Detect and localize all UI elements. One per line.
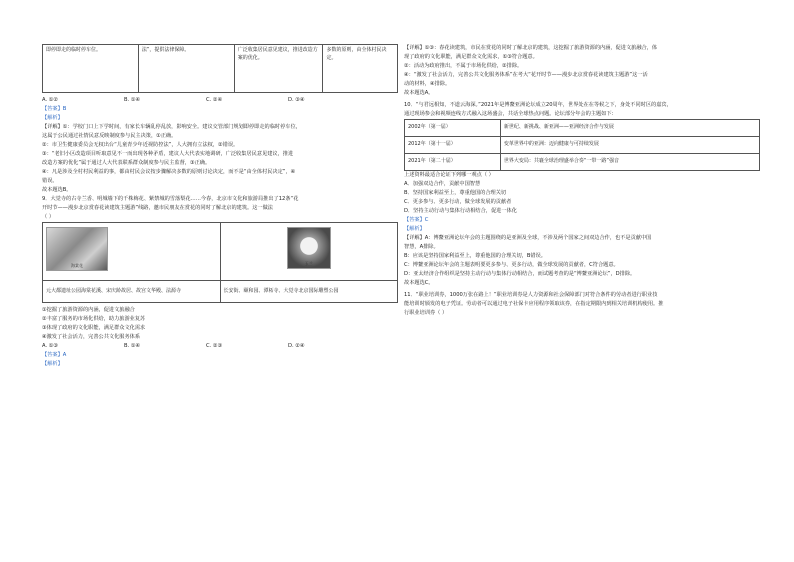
choice-d: D. ③④ [288,97,305,103]
magnolia-photo [287,227,331,269]
q9-image-table [42,222,398,303]
year-cell: 2002年（第一届） [405,120,501,137]
q9-item: ①挖掘了旅游资源的内涵，促进文旅融合 [42,307,135,313]
q9-detail-line: ②：活动为政府推出，不属于市场化供给，②排除。 [404,63,523,69]
right-column [404,44,760,318]
q9-answer: 【答案】A [42,352,67,358]
q9-item: ④激发了社会活力，完善公共文化服务体系 [42,334,141,340]
year-cell: 2012年（第十一届） [405,137,501,154]
q9-item: ③体现了政府的文化职能，满足群众文化需求 [42,325,146,331]
choice-a: A. ①② [42,97,59,103]
choice-c: C. ②③ [206,343,223,349]
q11-stem-line: 能培训时颁发的电子凭证。劳动者可以通过电子社保卡应用程序领取该券，在指定期限内到相关培训机构使用。推 [404,301,664,307]
table-row [405,154,760,171]
theme-cell: 变革世界中的亚洲：迈向健康与可持续发展 [500,137,759,154]
q10-detail-line: 【详解】A：博鳌亚洲论坛年会的主题围绕的是亚洲及全球，不涉及两个国家之间双边合作，也不是贡献中国 [404,235,652,241]
q10-detail-line: C：博鳌亚洲论坛年会的主题表明要更多参与、更多行动，做全球发展的贡献者，C符合题意。 [404,262,619,268]
q8-detail-line: 故本题选B。 [42,187,72,193]
q10-detail-line: D：亚太经济合作组织是坚持主动行动与集体行动相结合，而试题考查的是“博鳌亚洲论坛”，D排除。 [404,271,636,277]
q8-detail-line: 这属于公民通过社情民意反映制度参与民主决策，①正确。 [42,133,177,139]
q8-detail-line: ③：“老旧小区改造项目听取意见不一而出现各种矛盾，建议人大代表实地调研，广泛收集居民意见建议，推进 [42,151,294,157]
begonia-caption: 海棠花 [71,263,83,268]
q10-stem-line: 通过现场参会和视频连线方式融入这场盛会，共话全球热点问题。论坛部分年会的主题如下： [404,111,617,117]
table-cell: 广泛收集居民意见建议，推进改造方案的优化。 [234,45,323,93]
q8-detail-line: ④：凡是涉及全村村民利益的事，都由村民会议按步骤解决多数的原则讨论决定，而不是“由全体村民决定”，④ [42,169,296,175]
choice-c: C. ②④ [206,97,223,103]
choice-b: B. ①④ [124,97,141,103]
q8-answer: 【答案】B [42,106,67,112]
choice-d: D. ②④ [288,343,305,349]
image-cell [220,223,398,281]
q10-answer: 【答案】C [404,217,429,223]
table-cell: 法”，提供法律保障。 [138,45,234,93]
q9-item: ②丰富了服务的市场化供给，助力旅游业复苏 [42,316,146,322]
q10-choice: A．加强双边合作，贡献中国智慧 [404,181,481,187]
q9-detail-line: 动的材料，④排除。 [404,81,451,87]
q9-detail-line: 现了政府的文化职能，满足群众文化需求，①③符合题意。 [404,54,538,60]
table-cell: 长安街、颐和园、潭柘寺、大觉寺北京国际雕塑公园 [220,281,398,303]
q10-detail-line: 智慧，A排除。 [404,244,439,250]
q8-detail-line: 错误。 [42,178,58,184]
q8-analysis-label: 【解析】 [42,115,63,121]
magnolia-caption: 玉兰 [304,261,313,266]
theme-cell: 新世纪、新挑战、新亚洲——亚洲经济合作与发展 [500,120,759,137]
q8-options-table [42,44,398,93]
q9-analysis-label: 【解析】 [42,361,63,367]
table-row [405,120,760,137]
q10-choice: C．更多参与、更多行动，做全球发展的贡献者 [404,199,512,205]
table-cell: 元大都遗址公园海棠花溪、宋庆龄故居、故宫文华殿、法源寺 [43,281,221,303]
table-row [405,137,760,154]
choice-a: A. ①③ [42,343,59,349]
q9-paren: （ ） [42,214,55,220]
q10-detail-line: 故本题选C。 [404,280,434,286]
q9-stem-line: 开时节——漫步北京赏春花读建筑主题游”线路，邀市民朋友在赏花的同时了解北京的建筑。这一做法 [42,205,273,211]
q9-detail-line: 故本题选A。 [404,90,434,96]
q11-stem-line: 行职业培训券（ ） [404,310,448,316]
q10-choice: D．坚持主动行动与集体行动相结合，促进一体化 [404,208,517,214]
q9-choices [42,342,398,351]
q10-choice: B．坚持国家利益至上，尊重他国的合理关切 [404,190,507,196]
q9-stem-line: 9．大觉寺的古寺兰香、明城墙下的千株梅花、紫禁城的雪落梨花……今春，北京市文化和旅游局推出了12条“花 [42,196,299,202]
q9-detail-line: ④：“激发了社会活力，完善公共文化服务体系”在考大“花开时节——漫步北京赏春花读建筑主题游”这一活 [404,72,648,78]
q10-stem-line: 10．“与君远相知，不道云海深。”2021年是博鳌亚洲论坛成立20周年，世界处在在等候之下，身处不同时区的嘉宾， [404,102,672,108]
table-cell: 多数的原则，由全体村民决定。 [323,45,398,93]
q11-stem-line: 11．“职业培训券，1000万张在路上！”职业培训券是人力资源和社会保障部门对符合条件的劳动者进行职业技 [404,292,658,298]
q10-detail-line: B：应该是坚持国家利益至上，尊重他国的合理关切，B错误。 [404,253,546,259]
q10-analysis-label: 【解析】 [404,226,425,232]
image-cell [43,223,221,281]
q8-choices [42,96,398,105]
q8-detail-line: ②：市卫生健康委员会无权出台“儿童青少年近视防控法”，人大拥有立法权，②错误。 [42,142,239,148]
begonia-photo [46,227,108,271]
table-cell: 即停即走的临时停车位。 [43,45,139,93]
left-column [42,44,398,369]
theme-cell: 世界大变局：共襄全球治理盛举合奏“一带一路”强音 [500,154,759,171]
q9-detail-line: 【详解】①③：春花读建筑，市民在赏花的同时了解北京的建筑，这挖掘了旅游资源的内涵，促进文旅融合，体 [404,45,658,51]
forum-theme-table [404,119,760,171]
q8-detail-line: 改造方案的优化”属于通过人大代表联系群众制度参与民主监督，③正确。 [42,160,211,166]
choice-b: B. ①④ [124,343,141,349]
q8-detail-line: 【详解】①：学校门口上下学时间，有家长车辆乱停乱放，影响安全。建议交管部门规划即停即走的临时停车位， [42,124,301,130]
year-cell: 2021年（第二十届） [405,154,501,171]
q10-lead: 上述资料最适合论证下列哪一观点（ ） [404,172,494,178]
